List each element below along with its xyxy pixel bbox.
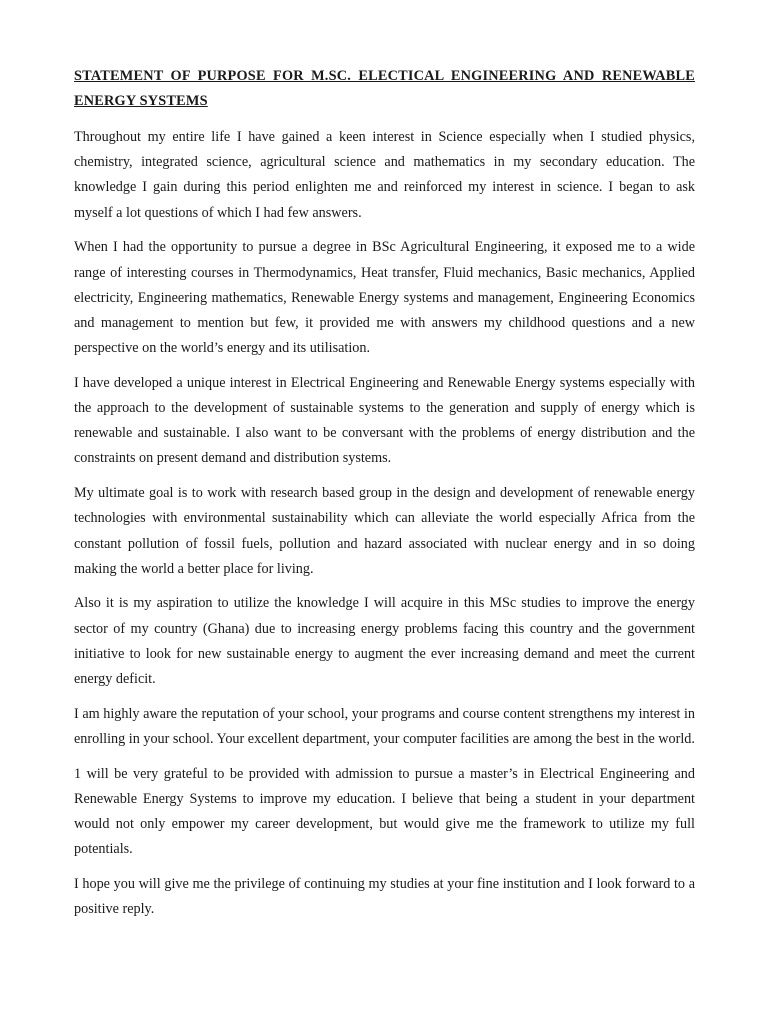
paragraph-school-reputation: I am highly aware the reputation of your school, your programs and course content strengthens my interest in enrolling in your school. Your excellent department, your computer facilities are among the best in the world.: [74, 705, 695, 747]
document-body: [74, 64, 695, 932]
paragraph-ultimate-goal: My ultimate goal is to work with research based group in the design and development of renewable energy technologies with environmental sustainability which can alleviate the world especially Africa from the constant pollution of fossil fuels, pollution and hazard associated with nuclear energy and in so doing making the world a better place for living.: [74, 485, 695, 577]
paragraph-admission-request: 1 will be very grateful to be provided with admission to pursue a master’s in Electrical Engineering and Renewable Energy Systems to improve my education. I believe that being a student in your department would not only empower my career development, but would give me the framework to utilize my full potentials.: [74, 765, 695, 858]
paragraph-bsc-courses: When I had the opportunity to pursue a degree in BSc Agricultural Engineering, it exposed me to a wide range of interesting courses in Thermodynamics, Heat transfer, Fluid mechanics, Basic mechanics, Applied electricity, Engineering mathematics, Renewable Energy systems and management, Engineering Economics and management to mention but few, it provided me with answers my childhood questions and a new perspective on the world’s energy and its utilisation.: [74, 239, 695, 357]
paragraph-closing: I hope you will give me the privilege of continuing my studies at your fine institution and I look forward to a positive reply.: [74, 875, 695, 918]
document-title: STATEMENT OF PURPOSE FOR M.SC. ELECTICAL ENGINEERING AND RENEWABLE ENERGY SYSTEMS: [74, 68, 695, 109]
paragraph-renewable-interest: I have developed a unique interest in Electrical Engineering and Renewable Energy systems especially with the approach to the development of sustainable systems to the generation and supply of energy which is renewable and sustainable. I also want to be conversant with the problems of energy distribution and the constraints on present demand and distribution systems.: [74, 374, 695, 467]
paragraph-interest-in-science: Throughout my entire life I have gained a keen interest in Science especially when I studied physics, chemistry, integrated science, agricultural science and mathematics in my secondary education. The knowledge I gain during this period enlighten me and reinforced my interest in science. I began to ask myself a lot questions of which I had few answers.: [74, 129, 695, 221]
paragraph-aspiration-ghana: Also it is my aspiration to utilize the knowledge I will acquire in this MSc studies to improve the energy sector of my country (Ghana) due to increasing energy problems facing this country and the government initiative to look for new sustainable energy to augment the ever increasing demand and meet the current energy deficit.: [74, 595, 695, 688]
